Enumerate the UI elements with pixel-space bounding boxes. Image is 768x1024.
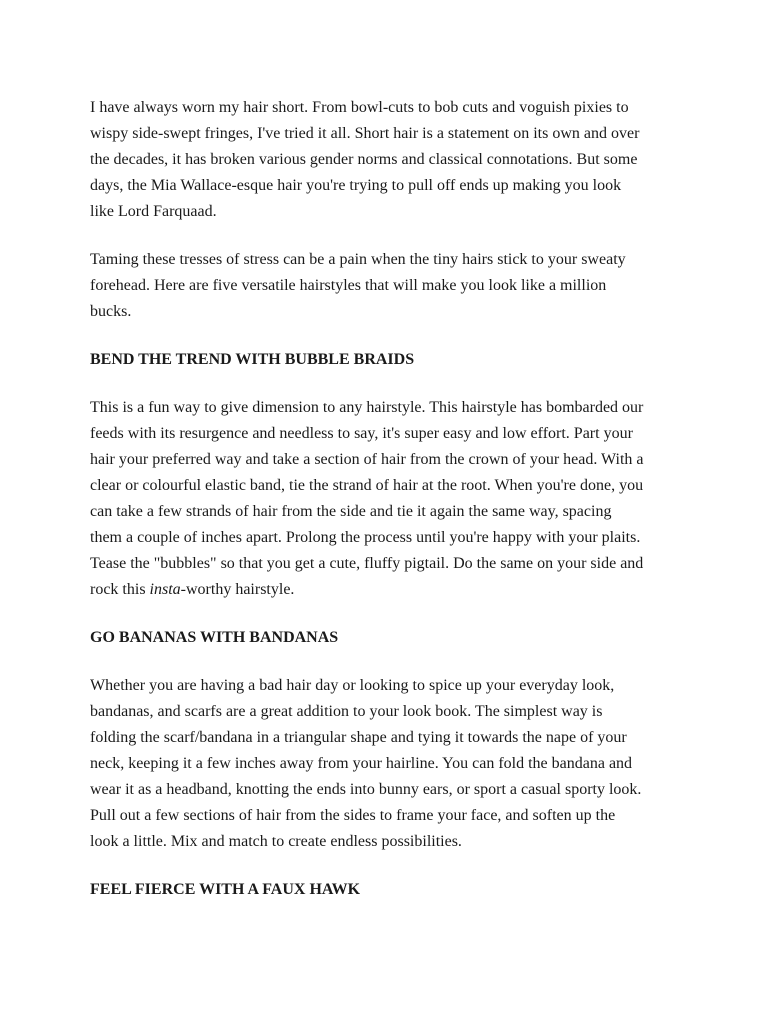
text-line: wispy side-swept fringes, I've tried it all. Short hair is a statement on its own and over xyxy=(90,125,640,142)
document-page xyxy=(90,95,690,903)
text-line: bucks. xyxy=(90,303,132,320)
bubble-braids-paragraph xyxy=(90,395,690,603)
text-line: wear it as a headband, knotting the ends into bunny ears, or sport a casual sporty look. xyxy=(90,781,642,798)
text-line: feeds with its resurgence and needless to say, it's super easy and low effort. Part your xyxy=(90,425,633,442)
text-line: hair your preferred way and take a section of hair from the crown of your head. With a xyxy=(90,451,644,468)
italic-text: insta xyxy=(149,581,181,598)
text-line: This is a fun way to give dimension to any hairstyle. This hairstyle has bombarded our xyxy=(90,399,644,416)
text-line: bandanas, and scarfs are a great addition to your look book. The simplest way is xyxy=(90,703,603,720)
text-line: neck, keeping it a few inches away from your hairline. You can fold the bandana and xyxy=(90,755,633,772)
intro-paragraph-1 xyxy=(90,95,690,225)
text-line: Whether you are having a bad hair day or looking to spice up your everyday look, xyxy=(90,677,615,694)
bandanas-paragraph xyxy=(90,673,690,855)
text-line: days, the Mia Wallace-esque hair you're trying to pull off ends up making you look xyxy=(90,177,622,194)
text-fragment: rock this xyxy=(90,581,150,598)
text-line: folding the scarf/bandana in a triangular shape and tying it towards the nape of your xyxy=(90,729,627,746)
text-line: the decades, it has broken various gender norms and classical connotations. But some xyxy=(90,151,638,168)
section-heading-bubble-braids: BEND THE TREND WITH BUBBLE BRAIDS xyxy=(90,351,415,368)
section-heading-faux-hawk: FEEL FIERCE WITH A FAUX HAWK xyxy=(90,881,361,898)
text-line: I have always worn my hair short. From bowl-cuts to bob cuts and voguish pixies to xyxy=(90,99,629,116)
section-heading-bandanas: GO BANANAS WITH BANDANAS xyxy=(90,629,339,646)
text-line xyxy=(90,577,690,603)
text-line: them a couple of inches apart. Prolong the process until you're happy with your plaits. xyxy=(90,529,641,546)
text-line: Pull out a few sections of hair from the sides to frame your face, and soften up the xyxy=(90,807,616,824)
intro-paragraph-2 xyxy=(90,247,690,325)
text-line: Taming these tresses of stress can be a pain when the tiny hairs stick to your sweaty xyxy=(90,251,626,268)
text-line: can take a few strands of hair from the side and tie it again the same way, spacing xyxy=(90,503,612,520)
text-line: clear or colourful elastic band, tie the strand of hair at the root. When you're done, you xyxy=(90,477,644,494)
text-fragment: -worthy hairstyle. xyxy=(180,581,295,598)
text-line: look a little. Mix and match to create endless possibilities. xyxy=(90,833,462,850)
text-line: Tease the "bubbles" so that you get a cute, fluffy pigtail. Do the same on your side and xyxy=(90,555,644,572)
text-line: like Lord Farquaad. xyxy=(90,203,217,220)
text-line: forehead. Here are five versatile hairstyles that will make you look like a million xyxy=(90,277,607,294)
